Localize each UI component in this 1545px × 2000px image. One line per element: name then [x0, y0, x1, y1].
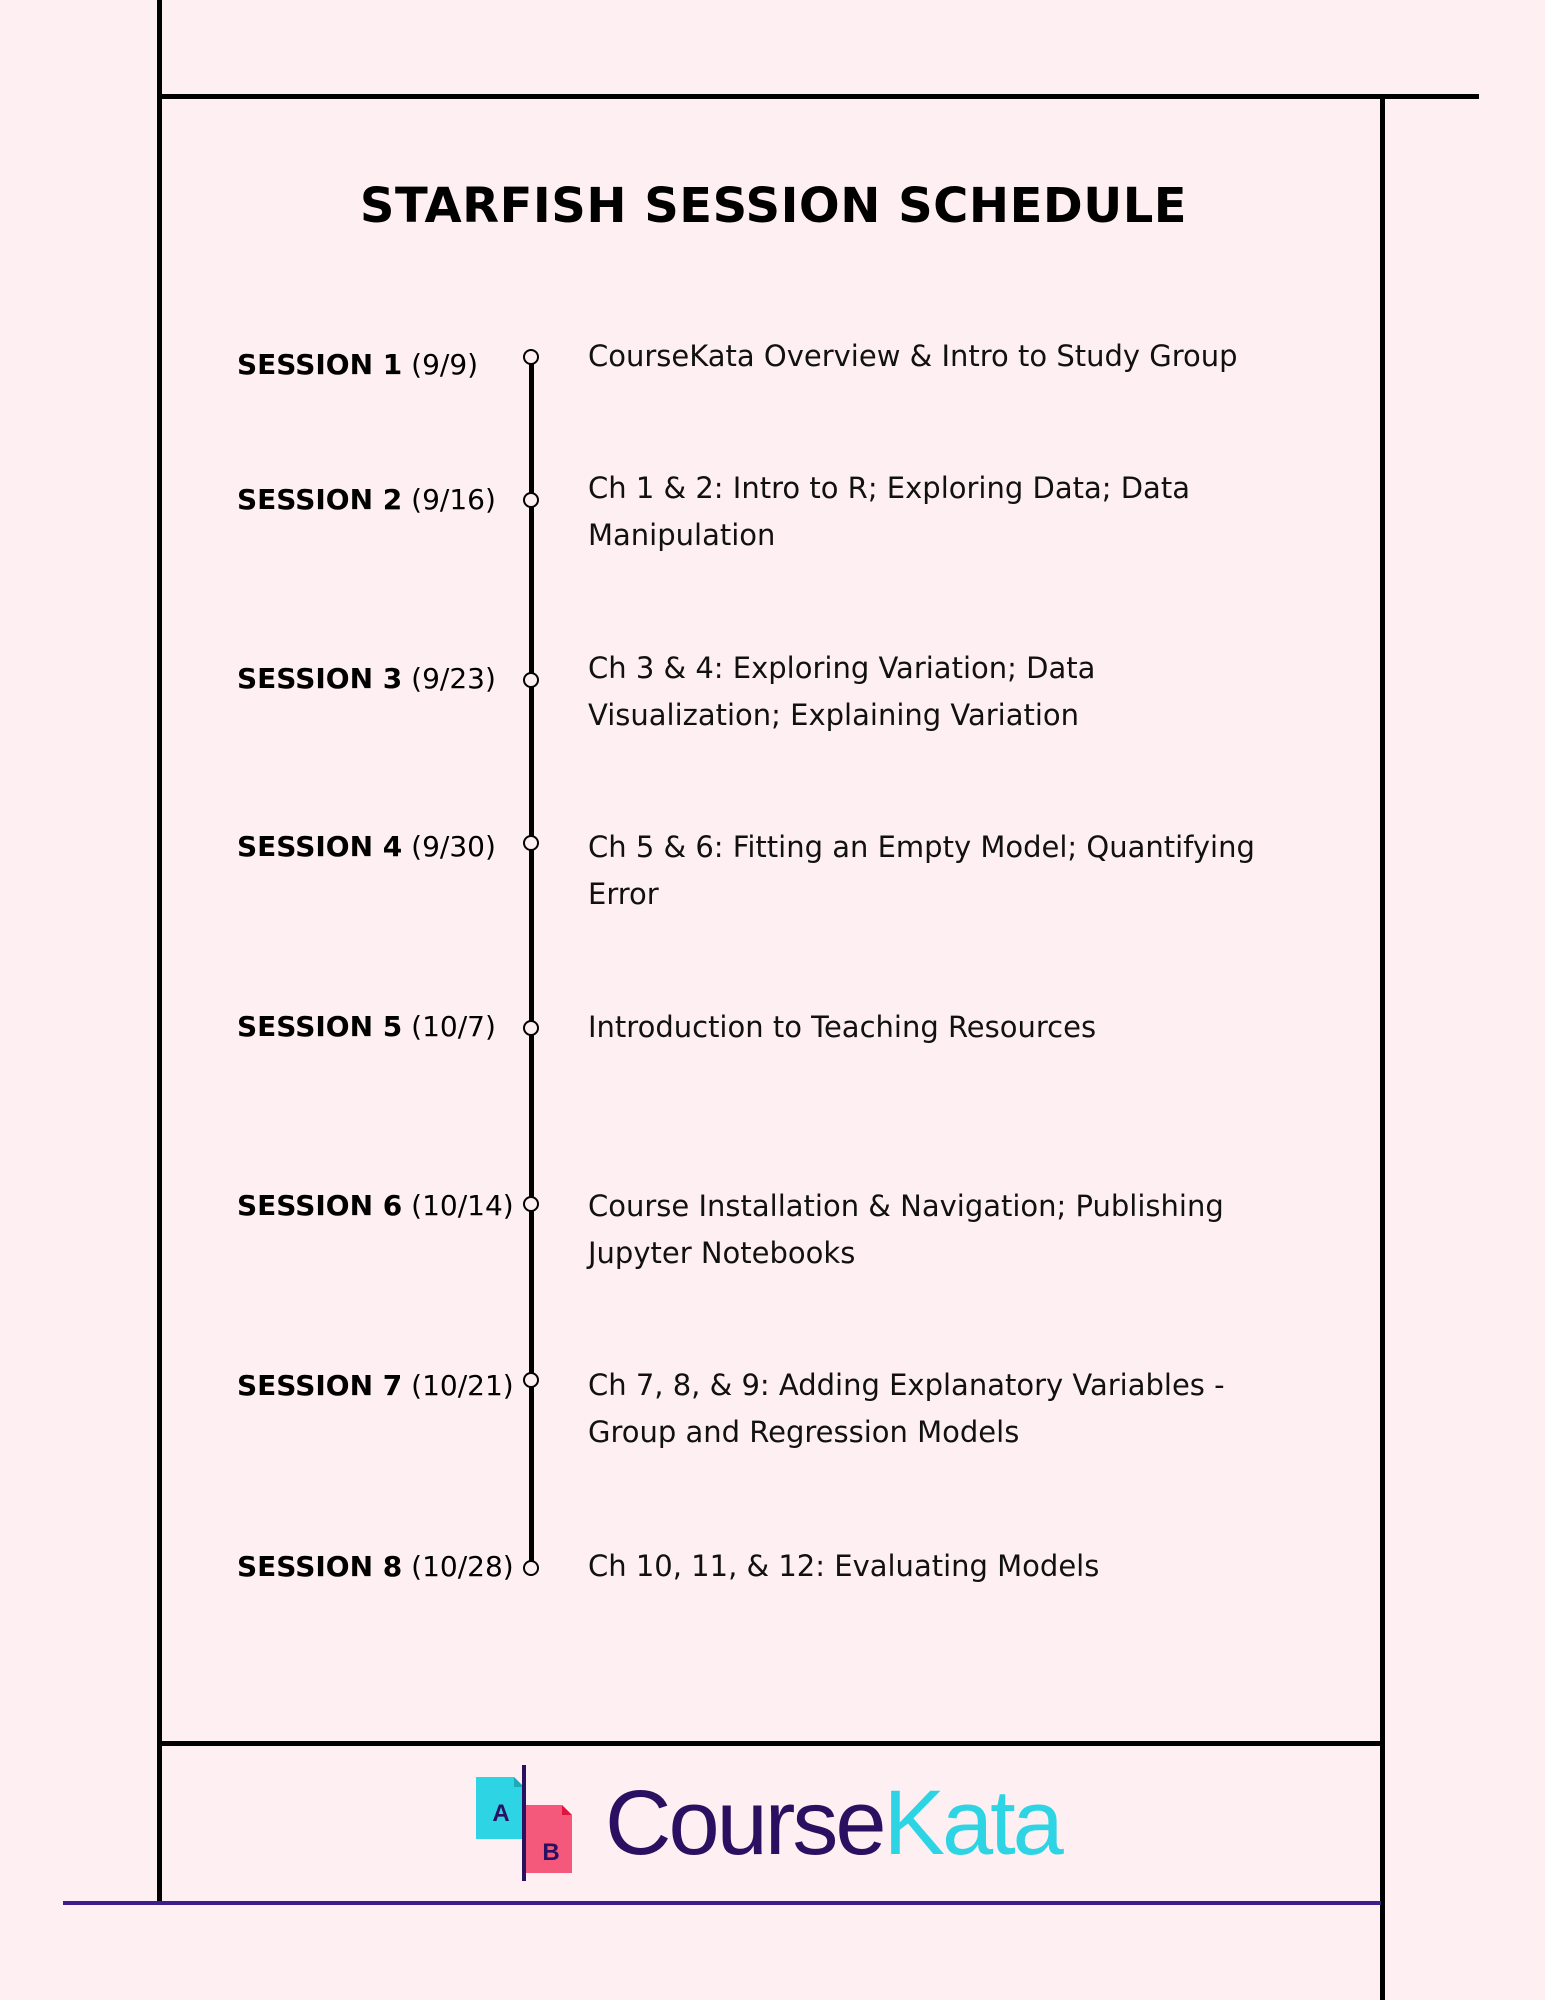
session-label	[237, 482, 496, 518]
session-name: SESSION 5	[237, 1010, 403, 1043]
logo-wordmark	[605, 1768, 1061, 1878]
session-description-line: Error	[588, 877, 659, 911]
session-description-line: Group and Regression Models	[588, 1415, 1020, 1449]
session-description	[588, 1004, 1308, 1051]
frame-footer-divider	[160, 1741, 1383, 1746]
session-description	[588, 645, 1308, 739]
frame-top-line	[160, 94, 1479, 99]
session-name: SESSION 4	[237, 830, 403, 863]
session-description-line: Ch 10, 11, & 12: Evaluating Models	[588, 1549, 1100, 1583]
session-description	[588, 465, 1308, 559]
session-description-line: Jupyter Notebooks	[588, 1236, 856, 1270]
timeline-node	[523, 1196, 539, 1212]
session-date: (9/16)	[411, 483, 496, 516]
session-description-line: Ch 5 & 6: Fitting an Empty Model; Quantifying	[588, 830, 1255, 864]
session-date: (9/23)	[411, 662, 496, 695]
frame-right-line	[1380, 96, 1385, 2000]
timeline-node	[523, 1020, 539, 1036]
session-date: (10/14)	[411, 1189, 514, 1222]
session-description	[588, 333, 1308, 380]
frame-left-line	[157, 0, 162, 1903]
logo-letter-a: A	[492, 1800, 510, 1827]
session-label	[237, 1188, 514, 1224]
timeline-node	[523, 492, 539, 508]
session-description	[588, 1183, 1308, 1277]
timeline-node	[523, 349, 539, 365]
session-label	[237, 1009, 496, 1045]
logo-text-kata: Kata	[883, 1772, 1061, 1874]
timeline-node	[523, 835, 539, 851]
session-label	[237, 1368, 514, 1404]
session-description-line: Ch 7, 8, & 9: Adding Explanatory Variables -	[588, 1368, 1225, 1402]
coursekata-logo	[470, 1763, 1090, 1888]
ab-cards-icon	[470, 1763, 590, 1883]
session-name: SESSION 7	[237, 1369, 403, 1402]
timeline-node	[523, 1372, 539, 1388]
session-description	[588, 824, 1308, 918]
session-name: SESSION 8	[237, 1550, 403, 1583]
session-description-line: Visualization; Explaining Variation	[588, 698, 1080, 732]
session-date: (10/7)	[411, 1010, 496, 1043]
session-name: SESSION 1	[237, 348, 403, 381]
session-label	[237, 829, 496, 865]
session-date: (10/21)	[411, 1369, 514, 1402]
session-name: SESSION 3	[237, 662, 403, 695]
session-label	[237, 347, 478, 383]
timeline-node	[523, 1560, 539, 1576]
timeline-node	[523, 672, 539, 688]
logo-text-course: Course	[605, 1772, 884, 1874]
session-label	[237, 661, 496, 697]
session-label	[237, 1549, 514, 1585]
session-description-line: Ch 3 & 4: Exploring Variation; Data	[588, 651, 1096, 685]
session-description	[588, 1362, 1308, 1456]
session-description	[588, 1543, 1308, 1590]
session-description-line: Introduction to Teaching Resources	[588, 1010, 1097, 1044]
session-name: SESSION 6	[237, 1189, 403, 1222]
session-date: (10/28)	[411, 1550, 514, 1583]
session-description-line: CourseKata Overview & Intro to Study Group	[588, 339, 1238, 373]
footer-accent-line	[63, 1901, 1381, 1905]
logo-letter-b: B	[542, 1839, 560, 1866]
session-date: (9/30)	[411, 830, 496, 863]
session-description-line: Manipulation	[588, 518, 776, 552]
session-description-line: Course Installation & Navigation; Publishing	[588, 1189, 1224, 1223]
page-title: STARFISH SESSION SCHEDULE	[359, 178, 1188, 234]
session-date: (9/9)	[411, 348, 479, 381]
session-name: SESSION 2	[237, 483, 403, 516]
session-description-line: Ch 1 & 2: Intro to R; Exploring Data; Data	[588, 471, 1190, 505]
